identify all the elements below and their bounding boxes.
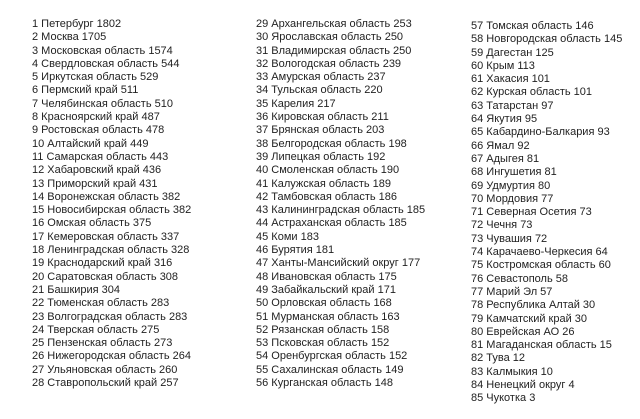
region-entry: 33 Амурская область 237 [256, 71, 386, 84]
ranking-column-2 [256, 18, 425, 390]
region-entry: 24 Тверская область 275 [32, 323, 160, 336]
region-entry: 13 Приморский край 431 [32, 177, 158, 190]
region-entry: 15 Новосибирская область 382 [32, 204, 192, 217]
region-entry: 2 Москва 1705 [32, 31, 107, 44]
ranking-column-3 [471, 20, 622, 406]
region-entry: 74 Карачаево-Черкесия 64 [471, 246, 608, 259]
region-entry: 30 Ярославская область 250 [256, 31, 404, 44]
region-entry: 21 Башкирия 304 [32, 283, 121, 296]
region-entry: 47 Ханты-Мансийский округ 177 [256, 257, 421, 270]
region-entry: 59 Дагестан 125 [471, 46, 554, 59]
region-entry: 45 Коми 183 [256, 230, 319, 243]
region-entry: 58 Новгородская область 145 [471, 33, 623, 46]
region-entry: 66 Ямал 92 [471, 139, 530, 152]
region-entry: 56 Курганская область 148 [256, 377, 393, 390]
region-entry: 79 Камчатский край 30 [471, 312, 588, 325]
region-entry: 82 Тува 12 [471, 352, 526, 365]
region-entry: 28 Ставропольский край 257 [32, 377, 179, 390]
region-entry: 61 Хакасия 101 [471, 73, 550, 86]
region-entry: 51 Мурманская область 163 [256, 310, 400, 323]
region-entry: 34 Тульская область 220 [256, 84, 383, 97]
region-entry: 29 Архангельская область 253 [256, 18, 412, 30]
region-entry: 76 Севастополь 58 [471, 272, 568, 285]
region-entry: 35 Карелия 217 [256, 97, 336, 110]
region-entry: 85 Чукотка 3 [471, 392, 536, 405]
region-entry: 84 Ненецкий округ 4 [471, 379, 575, 392]
region-entry: 50 Орловская область 168 [256, 297, 392, 310]
region-entry: 78 Республика Алтай 30 [471, 299, 596, 312]
region-entry: 48 Ивановская область 175 [256, 270, 397, 283]
region-entry: 3 Московская область 1574 [32, 44, 173, 57]
region-entry: 11 Самарская область 443 [32, 150, 169, 163]
region-entry: 23 Волгоградская область 283 [32, 310, 188, 323]
region-entry: 70 Мордовия 77 [471, 192, 554, 205]
region-entry: 46 Бурятия 181 [256, 244, 335, 257]
region-entry: 67 Адыгея 81 [471, 152, 540, 165]
region-entry: 41 Калужская область 189 [256, 177, 392, 190]
region-entry: 4 Свердловская область 544 [32, 57, 180, 70]
region-entry: 71 Северная Осетия 73 [471, 206, 592, 219]
ranking-column-1 [32, 18, 191, 390]
region-entry: 69 Удмуртия 80 [471, 179, 551, 192]
region-entry: 80 Еврейская АО 26 [471, 325, 575, 338]
region-entry: 52 Рязанская область 158 [256, 323, 390, 336]
region-entry: 22 Тюменская область 283 [32, 297, 170, 310]
region-entry: 83 Калмыкия 10 [471, 365, 553, 378]
region-entry: 42 Тамбовская область 186 [256, 190, 398, 203]
region-entry: 17 Кемеровская область 337 [32, 230, 180, 243]
region-entry: 65 Кабардино-Балкария 93 [471, 126, 610, 139]
region-entry: 27 Ульяновская область 260 [32, 363, 178, 376]
region-entry: 7 Челябинская область 510 [32, 97, 173, 110]
region-entry: 54 Оренбургская область 152 [256, 350, 408, 363]
region-entry: 9 Ростовская область 478 [32, 124, 165, 137]
region-entry: 6 Пермский край 511 [32, 84, 139, 97]
region-entry: 36 Кировская область 211 [256, 111, 389, 124]
region-entry: 53 Псковская область 152 [256, 337, 390, 350]
region-entry: 39 Липецкая область 192 [256, 150, 386, 163]
region-entry: 14 Воронежская область 382 [32, 190, 181, 203]
region-entry: 38 Белгородская область 198 [256, 137, 407, 150]
region-entry: 75 Костромская область 60 [471, 259, 611, 272]
region-entry: 8 Красноярский край 487 [32, 111, 160, 124]
region-entry: 20 Саратовская область 308 [32, 270, 179, 283]
region-entry: 18 Ленинградская область 328 [32, 244, 190, 257]
region-entry: 73 Чувашия 72 [471, 232, 548, 245]
region-entry: 77 Марий Эл 57 [471, 285, 553, 298]
region-entry: 40 Смоленская область 190 [256, 164, 400, 177]
region-entry: 72 Чечня 73 [471, 219, 533, 232]
region-entry: 10 Алтайский край 449 [32, 137, 149, 150]
region-entry: 55 Сахалинская область 149 [256, 363, 404, 376]
region-entry: 68 Ингушетия 81 [471, 166, 557, 179]
region-entry: 19 Краснодарский край 316 [32, 257, 173, 270]
region-entry: 49 Забайкальский край 171 [256, 283, 396, 296]
region-entry: 60 Крым 113 [471, 59, 535, 72]
region-entry: 31 Владимирская область 250 [256, 44, 412, 57]
region-entry: 37 Брянская область 203 [256, 124, 385, 137]
region-entry: 64 Якутия 95 [471, 113, 538, 126]
region-entry: 26 Нижегородская область 264 [32, 350, 191, 363]
region-entry: 5 Иркутская область 529 [32, 71, 159, 84]
region-entry: 57 Томская область 146 [471, 20, 594, 32]
region-entry: 16 Омская область 375 [32, 217, 152, 230]
region-entry: 25 Пензенская область 273 [32, 337, 173, 350]
region-entry: 12 Хабаровский край 436 [32, 164, 162, 177]
region-entry: 62 Курская область 101 [471, 86, 593, 99]
region-entry: 1 Петербург 1802 [32, 18, 122, 30]
region-entry: 63 Татарстан 97 [471, 99, 554, 112]
region-entry: 43 Калининградская область 185 [256, 204, 426, 217]
region-entry: 32 Вологодская область 239 [256, 57, 402, 70]
region-entry: 44 Астраханская область 185 [256, 217, 407, 230]
region-entry: 81 Магаданская область 15 [471, 339, 612, 352]
